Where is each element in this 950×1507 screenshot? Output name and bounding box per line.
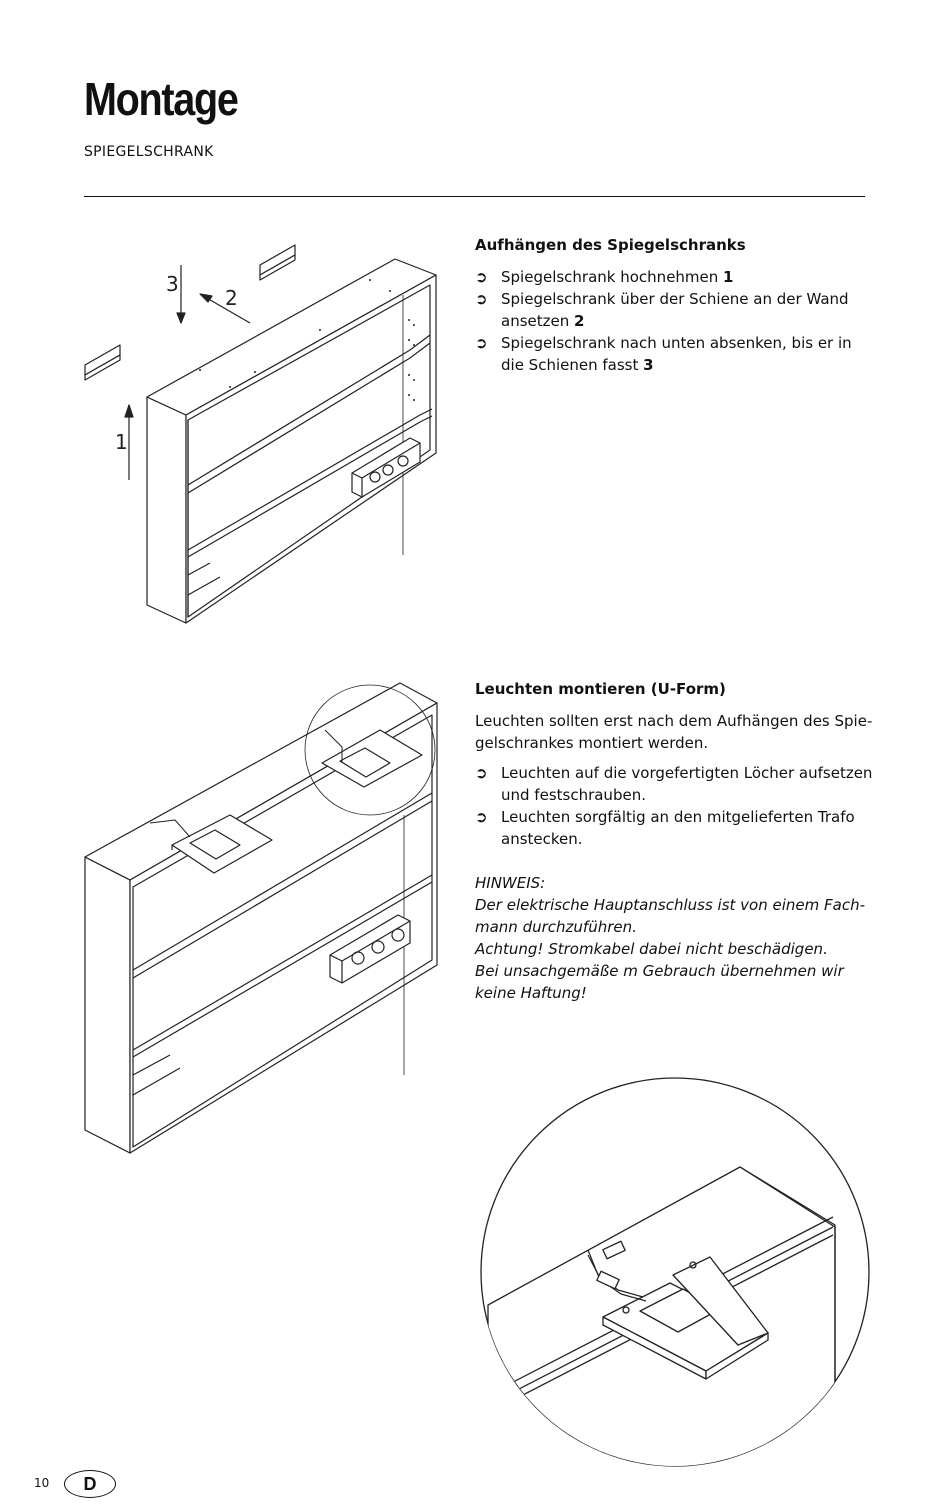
- list-item: ➲ Leuchten sorgfältig an den mitgelieferten Trafo anstecken.: [475, 808, 855, 848]
- header-divider: [84, 196, 865, 197]
- cabinet-front-left: [147, 397, 186, 623]
- note-line: Der elektrische Hauptanschluss ist von einem Fach-mann durchzuführen.: [475, 896, 865, 936]
- wall-rail-left: [85, 345, 120, 380]
- list-item: ➲ Leuchten auf die vorgefertigten Löcher aufsetzen und festschrauben.: [475, 764, 873, 804]
- arrow-bullet-icon: ➲: [475, 808, 488, 826]
- cabinet-hanging-figure: [70, 225, 460, 635]
- step-label-3: 3: [166, 272, 179, 296]
- list-item: ➲ Spiegelschrank nach unten absenken, bis er in die Schienen fasst 3: [475, 334, 852, 374]
- section-lights: [475, 678, 875, 1004]
- step-label-1: 1: [115, 430, 128, 454]
- section-hanging: [475, 234, 875, 376]
- page-title: Montage: [84, 73, 238, 125]
- steps-list-lights: [475, 762, 875, 850]
- arrow-bullet-icon: ➲: [475, 334, 488, 352]
- section-intro-lights: Leuchten sollten erst nach dem Aufhängen des Spie-gelschrankes montiert werden.: [475, 712, 873, 752]
- note-label: HINWEIS:: [475, 874, 546, 892]
- section-heading-hanging: Aufhängen des Spiegelschranks: [475, 236, 746, 254]
- page-subtitle: SPIEGELSCHRANK: [84, 144, 214, 160]
- arrow-bullet-icon: ➲: [475, 764, 488, 782]
- list-item: ➲ Spiegelschrank über der Schiene an der Wand ansetzen 2: [475, 290, 849, 330]
- arrow-bullet-icon: ➲: [475, 290, 488, 308]
- step-label-2: 2: [225, 286, 238, 310]
- light-detail-figure: [478, 1075, 873, 1470]
- note-line: Achtung! Stromkabel dabei nicht beschädigen.: [475, 940, 828, 958]
- wall-rail-right: [260, 245, 295, 280]
- warning-note: [475, 872, 875, 1004]
- note-line: Bei unsachgemäße m Gebrauch übernehmen wir keine Haftung!: [475, 962, 844, 1002]
- page-number: 10: [34, 1476, 50, 1490]
- lights-mount-figure: [80, 675, 450, 1155]
- steps-list-hanging: [475, 266, 875, 376]
- arrow-bullet-icon: ➲: [475, 268, 488, 286]
- section-heading-lights: Leuchten montieren (U-Form): [475, 680, 726, 698]
- list-item: ➲ Spiegelschrank hochnehmen 1: [475, 268, 734, 286]
- language-badge: D: [64, 1470, 116, 1498]
